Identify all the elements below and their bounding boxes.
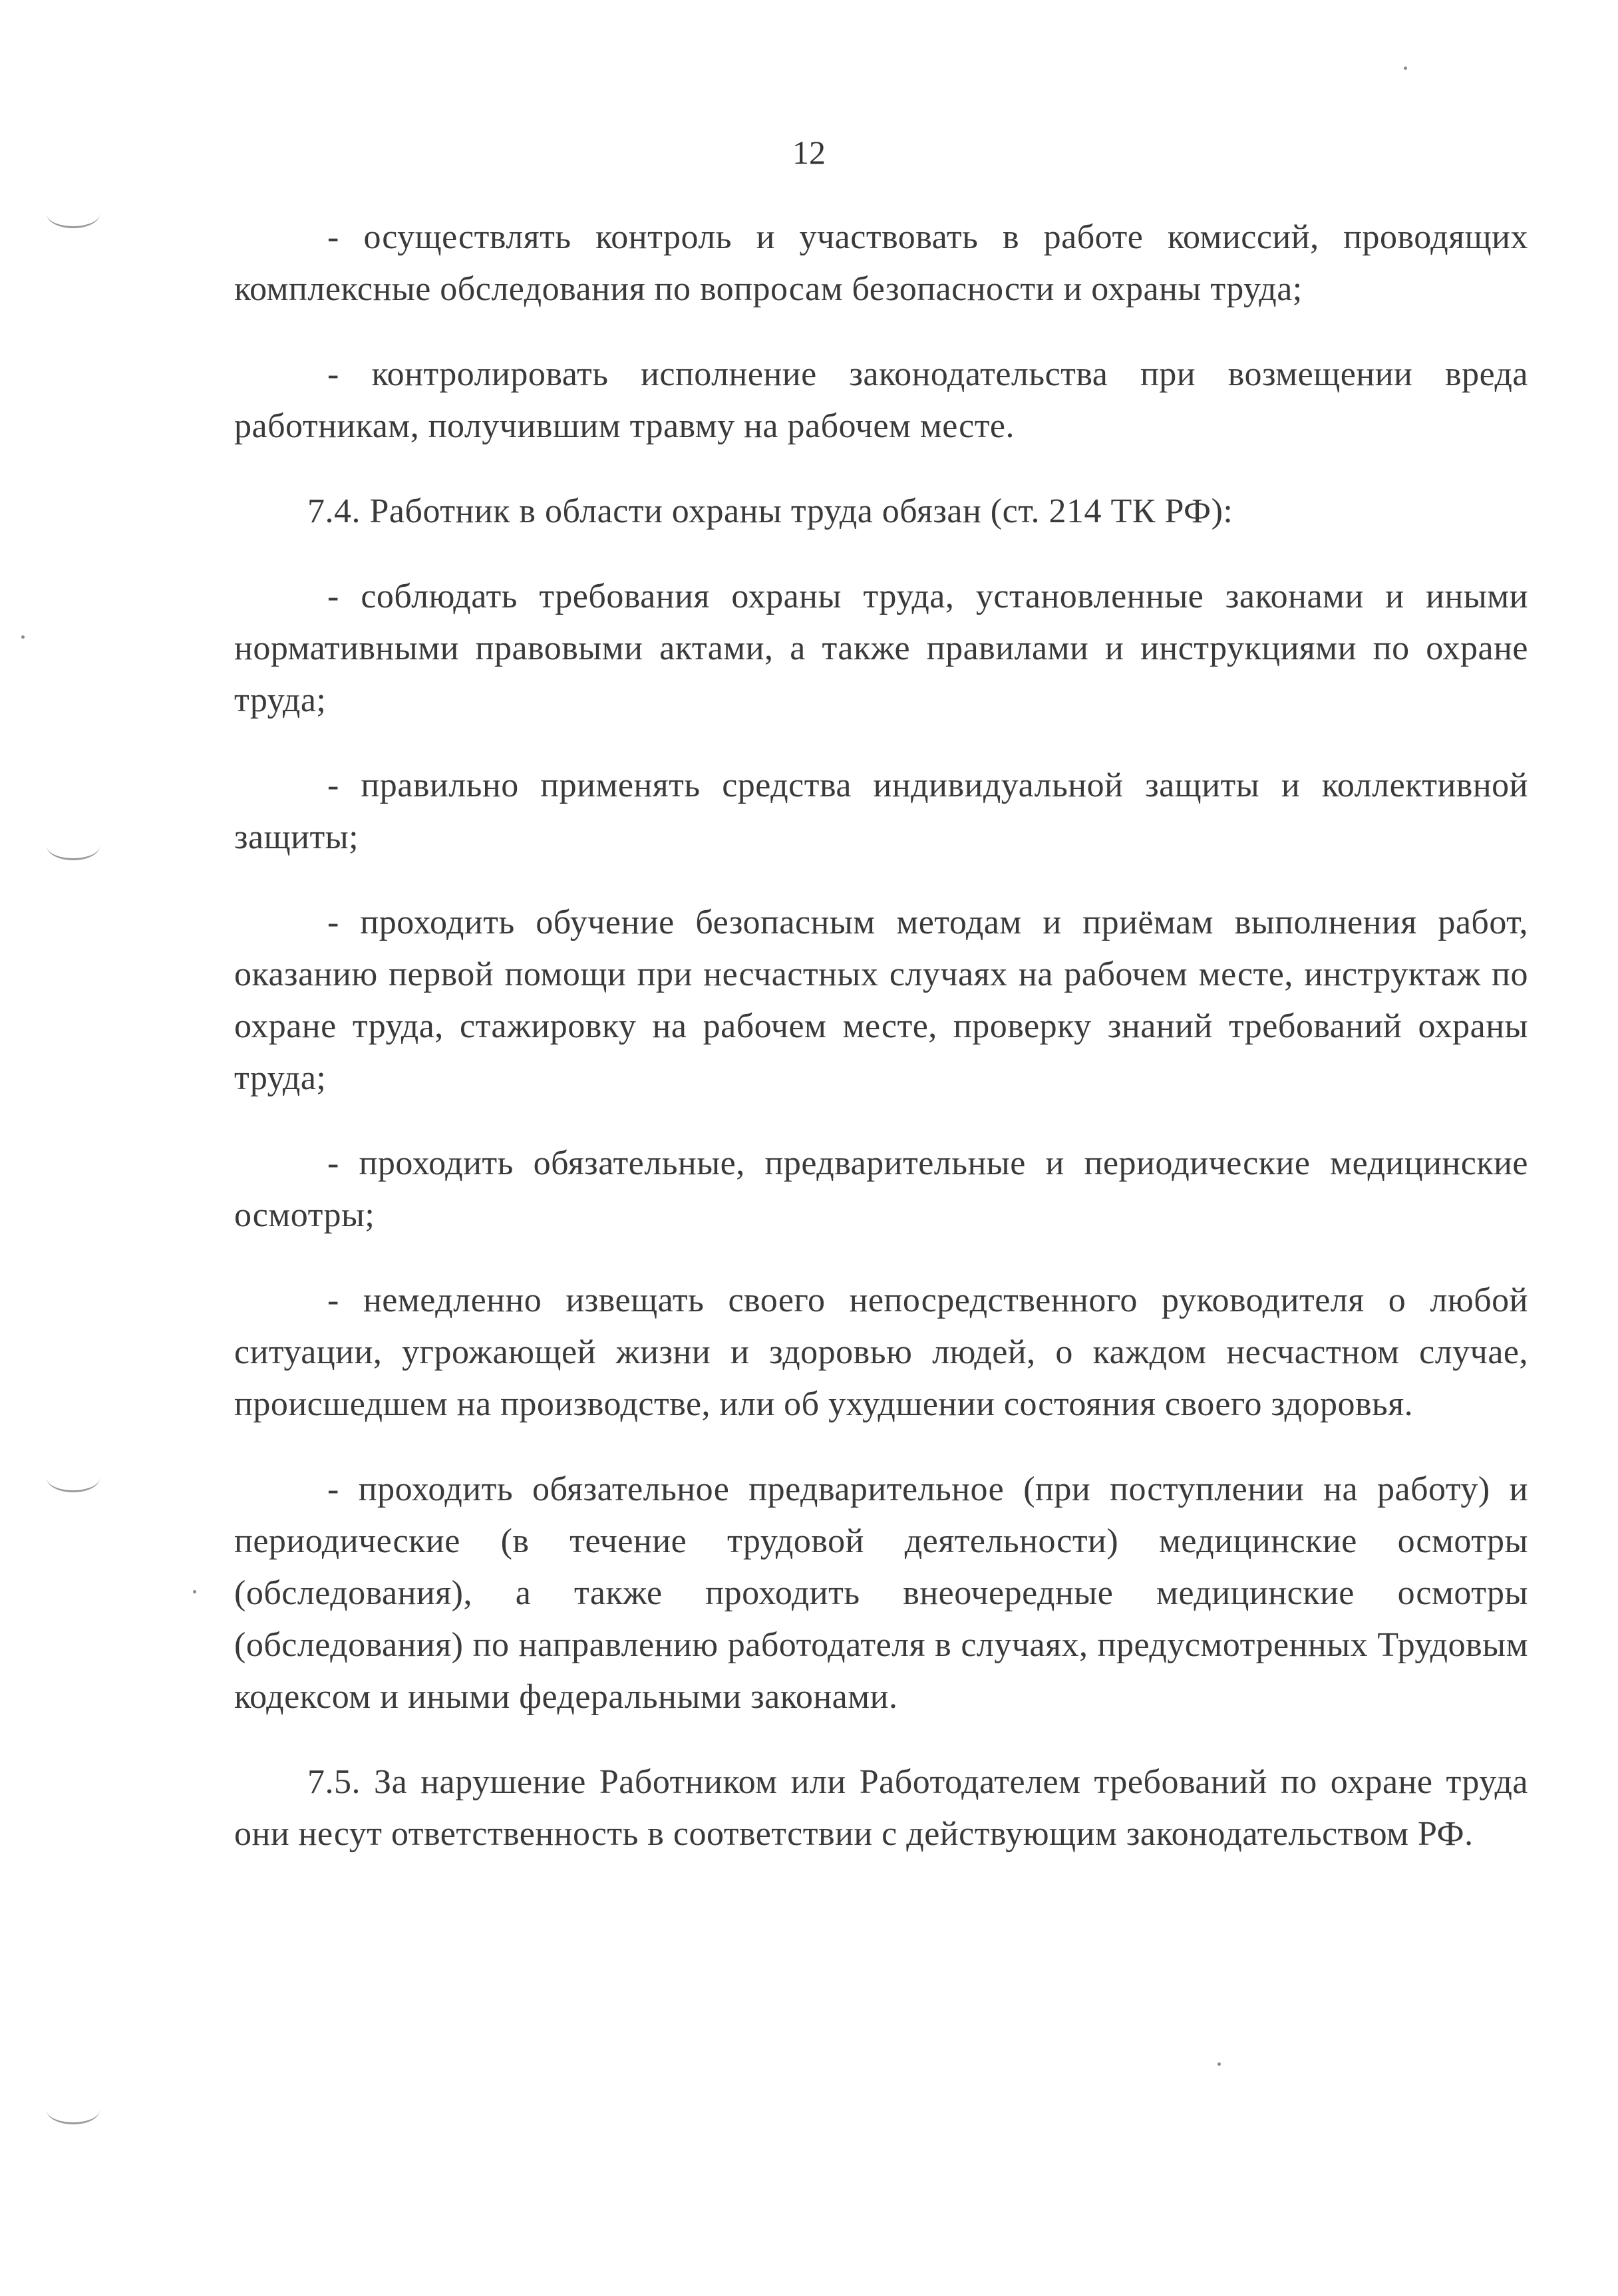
section-7-5-liability: 7.5. За нарушение Работником или Работодателем требований по охране труда они несут ответственность в соответствии с действующим законодательством РФ. (234, 1763, 1528, 1853)
document-body (234, 212, 1528, 1860)
punch-mark-decoration (47, 200, 100, 228)
scan-speck (193, 1590, 196, 1593)
paragraph-observe-requirements: - соблюдать требования охраны труда, установленные законами и иными нормативными правовыми актами, а также правилами и инструкциями по охране труда; (234, 577, 1528, 719)
paragraph-training: - проходить обучение безопасным методам и приёмам выполнения работ, оказанию первой помощи при несчастных случаях на рабочем месте, инструктаж по охране труда, стажировку на рабочем месте, проверку знаний требований охраны труда; (234, 903, 1528, 1097)
scan-speck (1404, 67, 1407, 70)
paragraph-protective-equipment: - правильно применять средства индивидуальной защиты и коллективной защиты; (234, 766, 1528, 856)
paragraph-notify-supervisor: - немедленно извещать своего непосредственного руководителя о любой ситуации, угрожающей жизни и здоровью людей, о каждом несчастном случае, происшедшем на производстве, или об ухудшении состояния своего здоровья. (234, 1281, 1528, 1423)
punch-mark-decoration (47, 2096, 100, 2124)
paragraph-control-compensation: - контролировать исполнение законодательства при возмещении вреда работникам, получившим травму на рабочем месте. (234, 355, 1528, 445)
page-number: 12 (792, 134, 826, 171)
paragraph-preliminary-exams: - проходить обязательное предварительное (при поступлении на работу) и периодические (в течение трудовой деятельности) медицинские осмотры (обследования), а также проходить внеочередные медицинские осмотры (обследования) по направлению работодателя в случаях, предусмотренных Трудовым кодексом и иными федеральными законами. (234, 1470, 1528, 1716)
punch-mark-decoration (47, 832, 100, 860)
scan-speck (21, 635, 25, 639)
section-7-4-heading: 7.4. Работник в области охраны труда обязан (ст. 214 ТК РФ): (307, 492, 1233, 530)
scan-speck (1217, 2062, 1221, 2066)
punch-mark-decoration (47, 1464, 100, 1492)
paragraph-medical-exams: - проходить обязательные, предварительные и периодические медицинские осмотры; (234, 1144, 1528, 1234)
paragraph-control-commissions: - осуществлять контроль и участвовать в работе комиссий, проводящих комплексные обследования по вопросам безопасности и охраны труда; (234, 218, 1528, 308)
